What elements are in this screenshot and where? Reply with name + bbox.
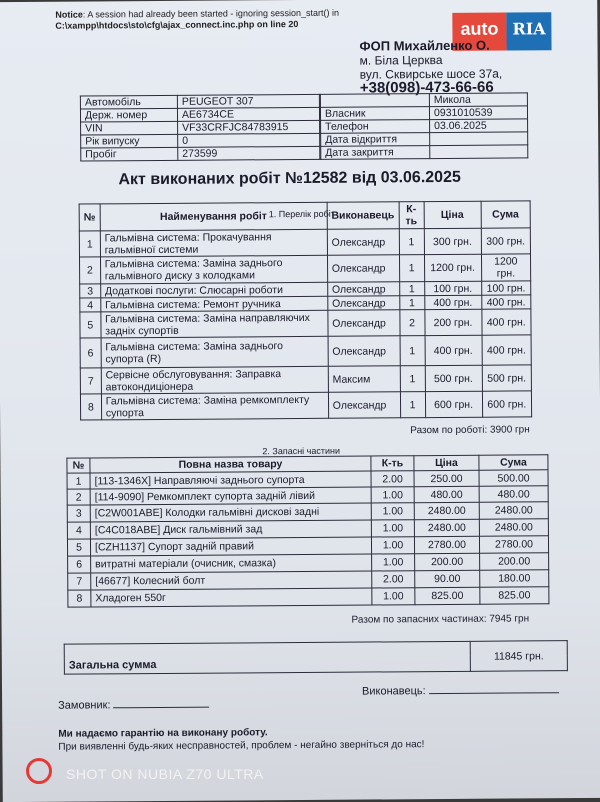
cell-worker: Максим [328, 366, 400, 393]
cell-name: [C2W001ABE] Колодки гальмівні дискові задні [90, 503, 371, 522]
act-title: Акт виконаних робіт №12582 від 03.06.2025 [118, 168, 461, 189]
col-qty: К-ть [371, 456, 414, 471]
table-row [80, 335, 531, 368]
cell-sum: 2480.00 [479, 502, 548, 519]
col-num: № [67, 458, 90, 473]
cell-num: 5 [80, 312, 101, 338]
cell-num: 2 [67, 489, 90, 505]
col-name: Найменування робіт [100, 202, 327, 231]
col-qty: К-ть [399, 202, 424, 229]
car-value: AE6734CE [177, 107, 319, 121]
parts-total: Разом по запасних частинах: 7945 грн [351, 613, 530, 626]
table-row [79, 228, 530, 257]
worker-signature [362, 684, 559, 697]
cell-num: 8 [80, 394, 101, 420]
notice-label: Notice [55, 9, 83, 20]
col-price: Ціна [424, 201, 481, 228]
cell-sum: 600 грн. [482, 391, 532, 417]
car-value: 0 [178, 133, 320, 147]
table-row [79, 254, 530, 284]
cell-qty: 1 [400, 366, 425, 392]
owner-value [430, 145, 528, 159]
cell-sum: 400 грн. [481, 295, 531, 309]
car-value: PEUGEOT 307 [177, 94, 319, 108]
shop-phone: +38(098)-473-66-66 [359, 78, 494, 97]
owner-value [430, 132, 528, 146]
shop-info [359, 39, 502, 96]
cell-sum: 500.00 [479, 470, 548, 486]
works-total: Разом по роботі: 3900 грн [410, 424, 530, 437]
grand-total-table [64, 640, 568, 675]
cell-sum: 825.00 [480, 587, 549, 604]
warranty-line2: При виявленні будь-яких несправностей, проблем - негайно зверніться до нас! [58, 739, 425, 753]
cell-sum: 500 грн. [482, 365, 532, 391]
cell-qty: 1 [399, 255, 424, 282]
cell-worker: Олександр [327, 255, 399, 283]
cell-price: 1200 грн. [424, 254, 481, 281]
cell-num: 1 [67, 473, 90, 489]
cell-num: 7 [80, 368, 101, 394]
cell-worker: Олександр [327, 296, 399, 311]
grand-total-value: 11845 грн. [470, 641, 567, 672]
cell-price: 200 грн. [424, 309, 481, 335]
cell-name: [CZH1137] Супорт задній правий [90, 537, 371, 556]
parts-table [66, 454, 549, 607]
car-label: Рік випуску [81, 134, 178, 148]
cell-price: 2480.00 [414, 502, 479, 519]
cell-num: 3 [67, 505, 90, 522]
cell-name: Хладоген 550г [91, 588, 372, 607]
cell-qty: 2 [399, 310, 424, 336]
cell-name: Додаткові послуги: Слюсарні роботи [100, 282, 327, 298]
logo-ria: RIA [506, 12, 551, 50]
cell-price: 250.00 [414, 470, 479, 486]
cell-price: 480.00 [414, 486, 479, 502]
cell-name: Гальмівна система: Прокачування гальмівної системи [100, 229, 327, 257]
owner-value: Микола [429, 93, 527, 107]
cell-sum: 400 грн. [481, 309, 531, 335]
cell-worker: Олександр [328, 392, 400, 419]
cell-num: 3 [80, 284, 101, 298]
cell-price: 2780.00 [414, 536, 479, 553]
works-caption: 1. Перелік робіт [268, 208, 335, 220]
cell-worker: Олександр [328, 310, 400, 337]
cell-num: 1 [79, 231, 100, 257]
cell-price: 500 грн. [425, 365, 482, 391]
cell-num: 8 [68, 590, 91, 607]
camera-watermark-icon [26, 758, 52, 784]
cell-sum: 180.00 [480, 570, 549, 587]
col-name: Повна назва товару [90, 456, 371, 473]
cell-qty: 2.00 [372, 571, 415, 588]
car-label: Держ. номер [80, 108, 177, 122]
cell-sum: 480.00 [479, 486, 548, 502]
owner-label [320, 94, 429, 108]
cell-qty: 1 [400, 336, 425, 366]
cell-name: Гальмівна система: Заміна направляючих задніх супортів [101, 310, 328, 338]
cell-price: 400 грн. [425, 335, 482, 365]
php-notice [55, 8, 339, 32]
cell-name: Гальмівна система: Заміна заднього супорта (R) [101, 336, 328, 368]
cell-price: 400 грн. [424, 295, 481, 309]
owner-info-table [320, 92, 528, 159]
cell-qty: 1.00 [371, 537, 414, 554]
col-worker: Виконавець [327, 202, 399, 230]
table-row [80, 309, 531, 338]
client-line [114, 707, 210, 709]
col-sum: Сума [481, 201, 531, 228]
car-label: VIN [81, 121, 178, 135]
cell-num: 4 [80, 298, 101, 312]
notice-path: C:\xampp\htdocs\sto\cfg\ajax_connect.inc.php on line 20 [55, 19, 299, 31]
owner-label: Дата відкриття [321, 133, 430, 147]
owner-label: Власник [320, 107, 429, 121]
grand-total-label: Загальна сумма [64, 655, 470, 674]
cell-qty: 1.00 [371, 520, 414, 537]
worker-line [429, 692, 559, 694]
cell-qty: 1 [399, 296, 424, 310]
cell-qty: 1.00 [372, 588, 415, 605]
owner-value: 0931010539 [429, 106, 527, 120]
col-num: № [79, 204, 100, 231]
car-value: VF33CRFJC84783915 [178, 120, 320, 134]
cell-price: 825.00 [415, 587, 480, 604]
shop-city: м. Біла Церква [359, 52, 443, 68]
table-row [80, 365, 531, 394]
col-price: Ціна [414, 455, 479, 470]
owner-label: Дата закриття [321, 146, 430, 160]
cell-num: 2 [79, 257, 100, 284]
cell-name: Гальмівна система: Ремонт ручника [101, 296, 328, 312]
cell-price: 90.00 [415, 570, 480, 587]
cell-sum: 200.00 [480, 553, 549, 570]
cell-worker: Олександр [327, 282, 399, 297]
cell-sum: 2780.00 [479, 536, 548, 553]
works-table [79, 200, 533, 420]
shop-name: ФОП Михайленко О. [359, 37, 490, 54]
cell-price: 300 грн. [424, 228, 481, 254]
cell-sum: 100 грн. [481, 281, 531, 295]
car-value: 273599 [178, 146, 320, 160]
cell-price: 2480.00 [414, 519, 479, 536]
client-label: Замовник: [58, 699, 111, 712]
cell-num: 6 [68, 556, 91, 573]
car-info-table [80, 94, 320, 162]
cell-name: [113-1346X] Направляючі заднього супорта [90, 471, 371, 489]
parts-caption: 2. Запасні частини [262, 445, 341, 457]
col-sum: Сума [479, 455, 548, 470]
cell-qty: 1 [400, 392, 425, 418]
cell-num: 4 [67, 522, 90, 539]
client-signature [58, 699, 210, 712]
cell-worker: Олександр [327, 229, 399, 256]
cell-name: витратні матеріали (очисник, смазка) [91, 554, 372, 573]
cell-qty: 1 [399, 282, 424, 296]
cell-sum: 300 грн. [481, 228, 531, 254]
worker-label: Виконавець: [361, 685, 426, 698]
cell-name: [C4C018ABE] Диск гальмівний зад [90, 520, 371, 539]
owner-label: Телефон [321, 120, 430, 134]
warranty-line1: Ми надаємо гарантію на виконану роботу. [58, 727, 268, 740]
camera-watermark: SHOT ON NUBIA Z70 ULTRA [66, 766, 264, 782]
logo-auto: auto [452, 13, 506, 51]
cell-qty: 2.00 [371, 471, 414, 487]
cell-num: 7 [68, 573, 91, 590]
notice-text: : A session had already been started - ignoring session_start() in [82, 7, 340, 20]
car-label: Автомобіль [80, 95, 177, 109]
table-row [80, 391, 531, 420]
cell-qty: 1 [399, 229, 424, 255]
cell-qty: 1.00 [372, 554, 415, 571]
cell-price: 600 грн. [425, 391, 482, 417]
cell-name: Гальмівна система: Заміна ремкомплекту супорта [101, 392, 328, 420]
owner-value: 03.06.2025 [430, 119, 528, 133]
cell-worker: Олександр [328, 336, 400, 367]
shop-street: вул. Сквирське шосе 37а, [359, 66, 503, 82]
cell-price: 200.00 [415, 553, 480, 570]
cell-sum: 400 грн. [482, 335, 532, 365]
cell-name: [46677] Колесний болт [91, 571, 372, 590]
cell-name: Сервісне обслуговування: Заправка автокондиціонера [101, 366, 328, 394]
table-row [68, 587, 549, 607]
cell-sum: 1200 грн. [481, 254, 531, 281]
warranty-note [58, 725, 424, 754]
cell-name: [114-9090] Ремкомплект супорта задній лівий [90, 487, 371, 505]
cell-price: 100 грн. [424, 281, 481, 295]
cell-num: 6 [80, 338, 101, 368]
car-label: Пробіг [81, 147, 178, 161]
cell-qty: 1.00 [371, 503, 414, 520]
cell-qty: 1.00 [371, 487, 414, 503]
cell-name: Гальмівна система: Заміна заднього гальмівного диску з колодками [100, 255, 327, 284]
cell-num: 5 [67, 539, 90, 556]
cell-sum: 2480.00 [479, 519, 548, 536]
